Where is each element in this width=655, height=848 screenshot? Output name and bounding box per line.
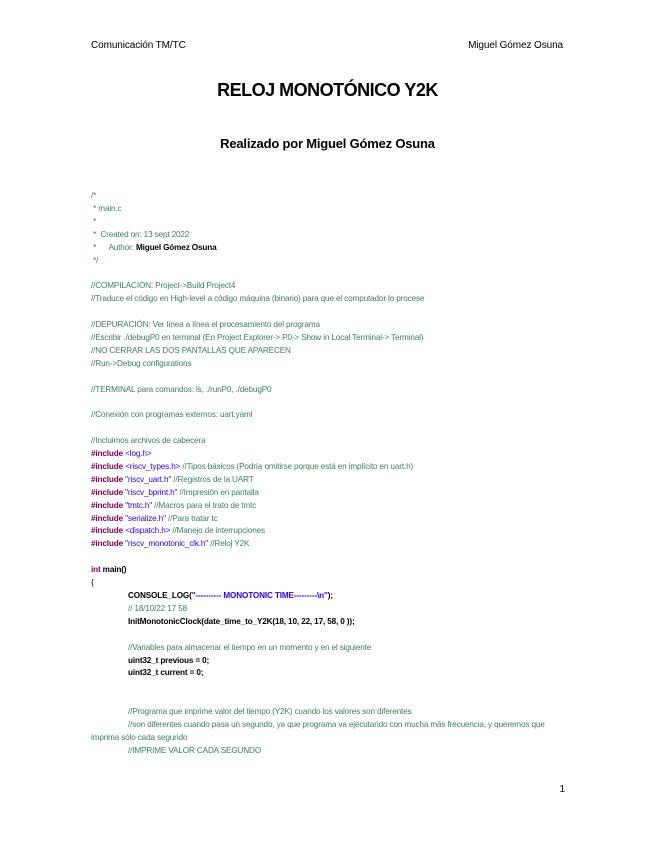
document-title: RELOJ MONOTÓNICO Y2K	[217, 80, 438, 100]
include-line	[91, 500, 571, 513]
code-line: uint32_t current = 0;	[128, 668, 204, 678]
int-keyword: int	[91, 565, 101, 575]
code-line: * main.c	[91, 203, 122, 213]
include-line	[91, 474, 571, 487]
code-listing	[91, 190, 571, 758]
code-comment: //Macros para el trato de tmtc	[154, 500, 257, 510]
code-line: /*	[91, 191, 97, 200]
code-line	[91, 590, 571, 603]
include-line	[91, 448, 571, 461]
include-target: "serialize.h"	[125, 513, 166, 523]
blank-line	[91, 551, 571, 564]
code-line: //Variables para almacenar el tiempo en un momento y en el siguiente	[128, 642, 372, 652]
include-target: "riscv_monotonic_clk.h"	[125, 539, 209, 549]
code-line: //Conexión con programas externos: uart.yaml	[91, 410, 253, 420]
page-number: 1	[559, 784, 565, 795]
include-keyword: #include	[91, 474, 124, 484]
include-keyword: #include	[91, 487, 124, 497]
include-target: <riscv_types.h>	[125, 461, 181, 471]
code-line: //NO CERRAR LAS DOS PANTALLAS QUE APARECEN	[91, 345, 291, 355]
include-line	[91, 487, 571, 500]
blank-line	[91, 306, 571, 319]
console-log-string: "---------- MONOTONIC TIME---------\n"	[191, 591, 328, 600]
code-line: {	[91, 578, 94, 588]
code-line: //Traduce el código en High-level a código máquina (binario) para que el computador lo procese	[91, 294, 425, 304]
code-line: InitMonotonicClock(date_time_to_Y2K(18, 10, 22, 17, 58, 0 ));	[128, 616, 355, 626]
include-keyword: #include	[91, 513, 124, 523]
code-line: *	[91, 216, 97, 226]
include-line	[91, 513, 571, 526]
code-line: // 18/10/22 17 58	[128, 603, 187, 613]
code-line	[91, 242, 571, 255]
include-keyword: #include	[91, 539, 124, 549]
code-line: */	[91, 255, 99, 265]
include-target: <log.h>	[125, 449, 152, 459]
blank-line	[91, 396, 571, 409]
blank-line	[91, 422, 571, 435]
code-comment: //Tipos básicos (Podría omitirse porque está en implícito en uart.h)	[182, 461, 414, 471]
include-target: <dispatch.h>	[125, 526, 171, 536]
blank-line	[91, 680, 571, 693]
author-name: Miguel Gómez Osuna	[135, 242, 217, 252]
code-line: //Escribir ./debugP0 en terminal (En Project Explorer-> P0-> Show in Local Terminal-> Terminal)	[91, 332, 424, 342]
code-line: uint32_t previous = 0;	[128, 655, 210, 665]
blank-line	[91, 267, 571, 280]
include-line	[91, 525, 571, 538]
include-keyword: #include	[91, 461, 124, 471]
include-line	[91, 461, 571, 474]
code-comment: //Manejo de interrupciones	[172, 526, 265, 536]
code-comment: //Registros de la UART	[173, 474, 254, 484]
code-line: //COMPILACIÓN: Project->Build Project4	[91, 281, 236, 291]
code-line: //TERMINAL para comandos: ls, ./runP0, ./debugP0	[91, 384, 272, 394]
console-log-call: CONSOLE_LOG(	[128, 591, 192, 600]
main-signature	[91, 564, 571, 577]
code-comment: //Para tratar tc	[168, 513, 218, 523]
include-target: "tmtc.h"	[125, 500, 153, 510]
include-keyword: #include	[91, 526, 124, 536]
code-line: * Created on: 13 sept 2022	[91, 229, 190, 239]
code-comment: //Reloj Y2K	[210, 539, 250, 549]
include-target: "riscv_uart.h"	[125, 474, 172, 484]
code-line: //IMPRIME VALOR CADA SEGUNDO	[128, 745, 262, 755]
blank-line	[91, 693, 571, 706]
code-line: //Programa que imprime valor del tiempo (Y2K) cuando los valores son diferentes	[128, 707, 412, 717]
blank-line	[91, 629, 571, 642]
console-log-end: );	[327, 591, 333, 600]
include-keyword: #include	[91, 449, 124, 459]
code-line: //DEPURACIÓN: Ver línea a línea el procesamiento del programa	[91, 320, 320, 330]
include-line	[91, 538, 571, 551]
header-right: Miguel Gómez Osuna	[468, 40, 563, 51]
code-comment: * Author:	[91, 242, 136, 252]
main-function: main()	[100, 565, 127, 575]
include-target: "riscv_bprint.h"	[125, 487, 178, 497]
code-line	[91, 719, 571, 745]
code-line: //Run->Debug configurations	[91, 358, 192, 368]
document-subtitle: Realizado por Miguel Gómez Osuna	[220, 136, 435, 151]
blank-line	[91, 371, 571, 384]
code-comment: //Impresión en pantalla	[179, 487, 259, 497]
code-comment: //son diferentes cuando pasa un segundo, ya que programa va ejecutando con mucha más frecuencia, y queremos que imprima sólo cada segundo	[91, 720, 545, 742]
include-keyword: #include	[91, 500, 124, 510]
header-left: Comunicación TM/TC	[91, 40, 186, 51]
code-line: //Incluimos archivos de cabecera	[91, 436, 206, 446]
